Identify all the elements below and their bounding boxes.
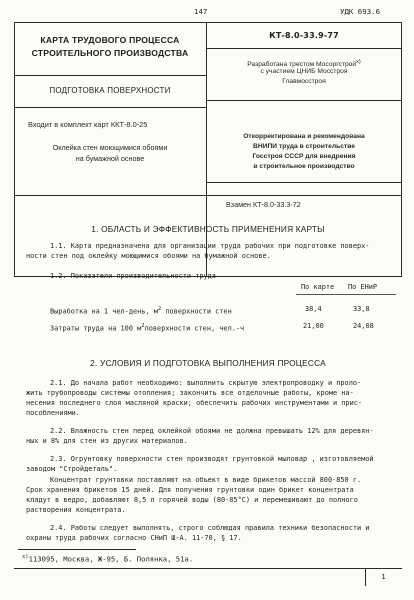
p22-line1: 2.2. Влажность стен перед оклейкой обоями не должна превышать 12% для деревян-	[50, 427, 374, 435]
included-note-line2: на бумажной основе	[75, 154, 145, 163]
footnote: $^{x)}$113095, Москва, Ж-95, Б. Полянка, 51а.	[22, 554, 194, 564]
page-number: 147	[194, 7, 208, 16]
card-code: КТ-8.0-33.9-77	[269, 31, 339, 40]
p23-line1: 2.3. Огрунтовку поверхности стен производят грунтовкой мыловар , изготовляемой	[50, 455, 374, 463]
row1-card-value: 38,4	[305, 305, 322, 313]
header-divider-right-3	[206, 182, 402, 183]
p23-line2: заводом "Стройдеталь".	[26, 465, 118, 473]
row1-label: Выработка на 1 чел-день, $м^2$ поверхности стен	[50, 306, 232, 316]
p23-line3: Концентрат грунтовки поставляют на объект в виде брикетов массой 800-850 г.	[50, 476, 362, 484]
header-divider-bottom	[14, 195, 402, 196]
p21-line3: несения последнего слоя масляной краски; обеспечить рабочих инструментами и прис-	[26, 399, 363, 407]
table-header-rule	[296, 294, 396, 295]
sheet-number: 1	[381, 572, 386, 581]
footnote-rule	[18, 549, 136, 550]
replaces-card: Взамен КТ-8.0-33.3-72	[226, 200, 301, 209]
section1-heading: 1. ОБЛАСТЬ И ЭФФЕКТИВНОСТЬ ПРИМЕНЕНИЯ КАРТЫ	[91, 224, 325, 234]
col-header-enir: По ЕНиР	[348, 283, 378, 291]
topic-title: ПОДГОТОВКА ПОВЕРХНОСТИ	[49, 86, 171, 95]
p24-line2: охраны труда рабочих согласно СНиП Ш-А. 11-70, § 17.	[26, 534, 242, 542]
p21-line1: 2.1. До начала работ необходимо: выполнить скрытую электропроводку и проло-	[50, 379, 362, 387]
p23-line4: Срок хранения брикетов 15 дней. Для получения грунтовки один брикет концентрата	[26, 486, 354, 494]
header-divider-left-1	[14, 75, 206, 76]
section1-p1-line1: 1.1. Карта предназначена для организации труда рабочих при подготовке поверх-	[50, 242, 370, 250]
p23-line6: растворения концентрата.	[26, 506, 126, 514]
developer-line3: Главмосстроя	[282, 78, 326, 85]
header-divider-right-1	[206, 48, 402, 49]
row1-enir-value: 33,8	[353, 305, 370, 313]
card-title-line2: СТРОИТЕЛЬНОГО ПРОИЗВОДСТВА	[31, 48, 189, 58]
included-in: Входит в комплект карт ККТ-8.0-25	[28, 120, 148, 129]
p21-line2: жить трубопроводы системы отопления; закончить все отделочные работы, кроме на-	[26, 389, 354, 397]
section2-heading: 2. УСЛОВИЯ И ПОДГОТОВКА ВЫПОЛНЕНИЯ ПРОЦЕССА	[90, 358, 326, 368]
p21-line4: пособлениями.	[26, 409, 80, 417]
included-note-line1: Оклейка стен моющимися обоями	[52, 143, 168, 152]
col-header-card: По карте	[301, 283, 335, 291]
section1-p2: 1.2. Показатели производительности труда	[50, 272, 216, 280]
bottom-rule	[14, 568, 402, 569]
p23-line5: кладут в ведро, добавляют 8,5 л горячей воды (80-85°С) и перемешивают до полного	[26, 496, 358, 504]
approved-line2: ВНИПИ труда в строительстве	[253, 143, 355, 150]
row2-enir-value: 24,08	[353, 322, 374, 330]
card-title-line1: КАРТА ТРУДОВОГО ПРОЦЕССА	[40, 35, 180, 45]
developer-line1: Разработана трестом Мосоргстрой$^{x)}$	[247, 59, 361, 69]
approved-line4: в строительное производство	[253, 163, 355, 170]
approved-line3: Госстроя СССР для внедрения	[252, 153, 356, 160]
p24-line1: 2.4. Работы следует выполнять, строго соблюдая правила техники безопасности и	[50, 524, 370, 532]
p22-line2: ных и 8% для стен из других материалов.	[26, 437, 188, 445]
section1-p1-line2: ности стен под оклейку моющимися обоями на бумажной основе.	[26, 252, 271, 260]
row2-label: Затраты труда на 100 $м^2поверхности$ стен, чел.-ч	[50, 323, 245, 333]
developer-line2: с участием ЦНИБ Мосстроя	[260, 68, 348, 75]
header-divider-right-2	[206, 100, 402, 101]
row2-card-value: 21,00	[303, 322, 324, 330]
header-divider-left-2	[14, 107, 206, 108]
udk-code: УДК 693.6	[340, 7, 381, 16]
approved-line1: Откорректирована и рекомендована	[243, 133, 365, 140]
